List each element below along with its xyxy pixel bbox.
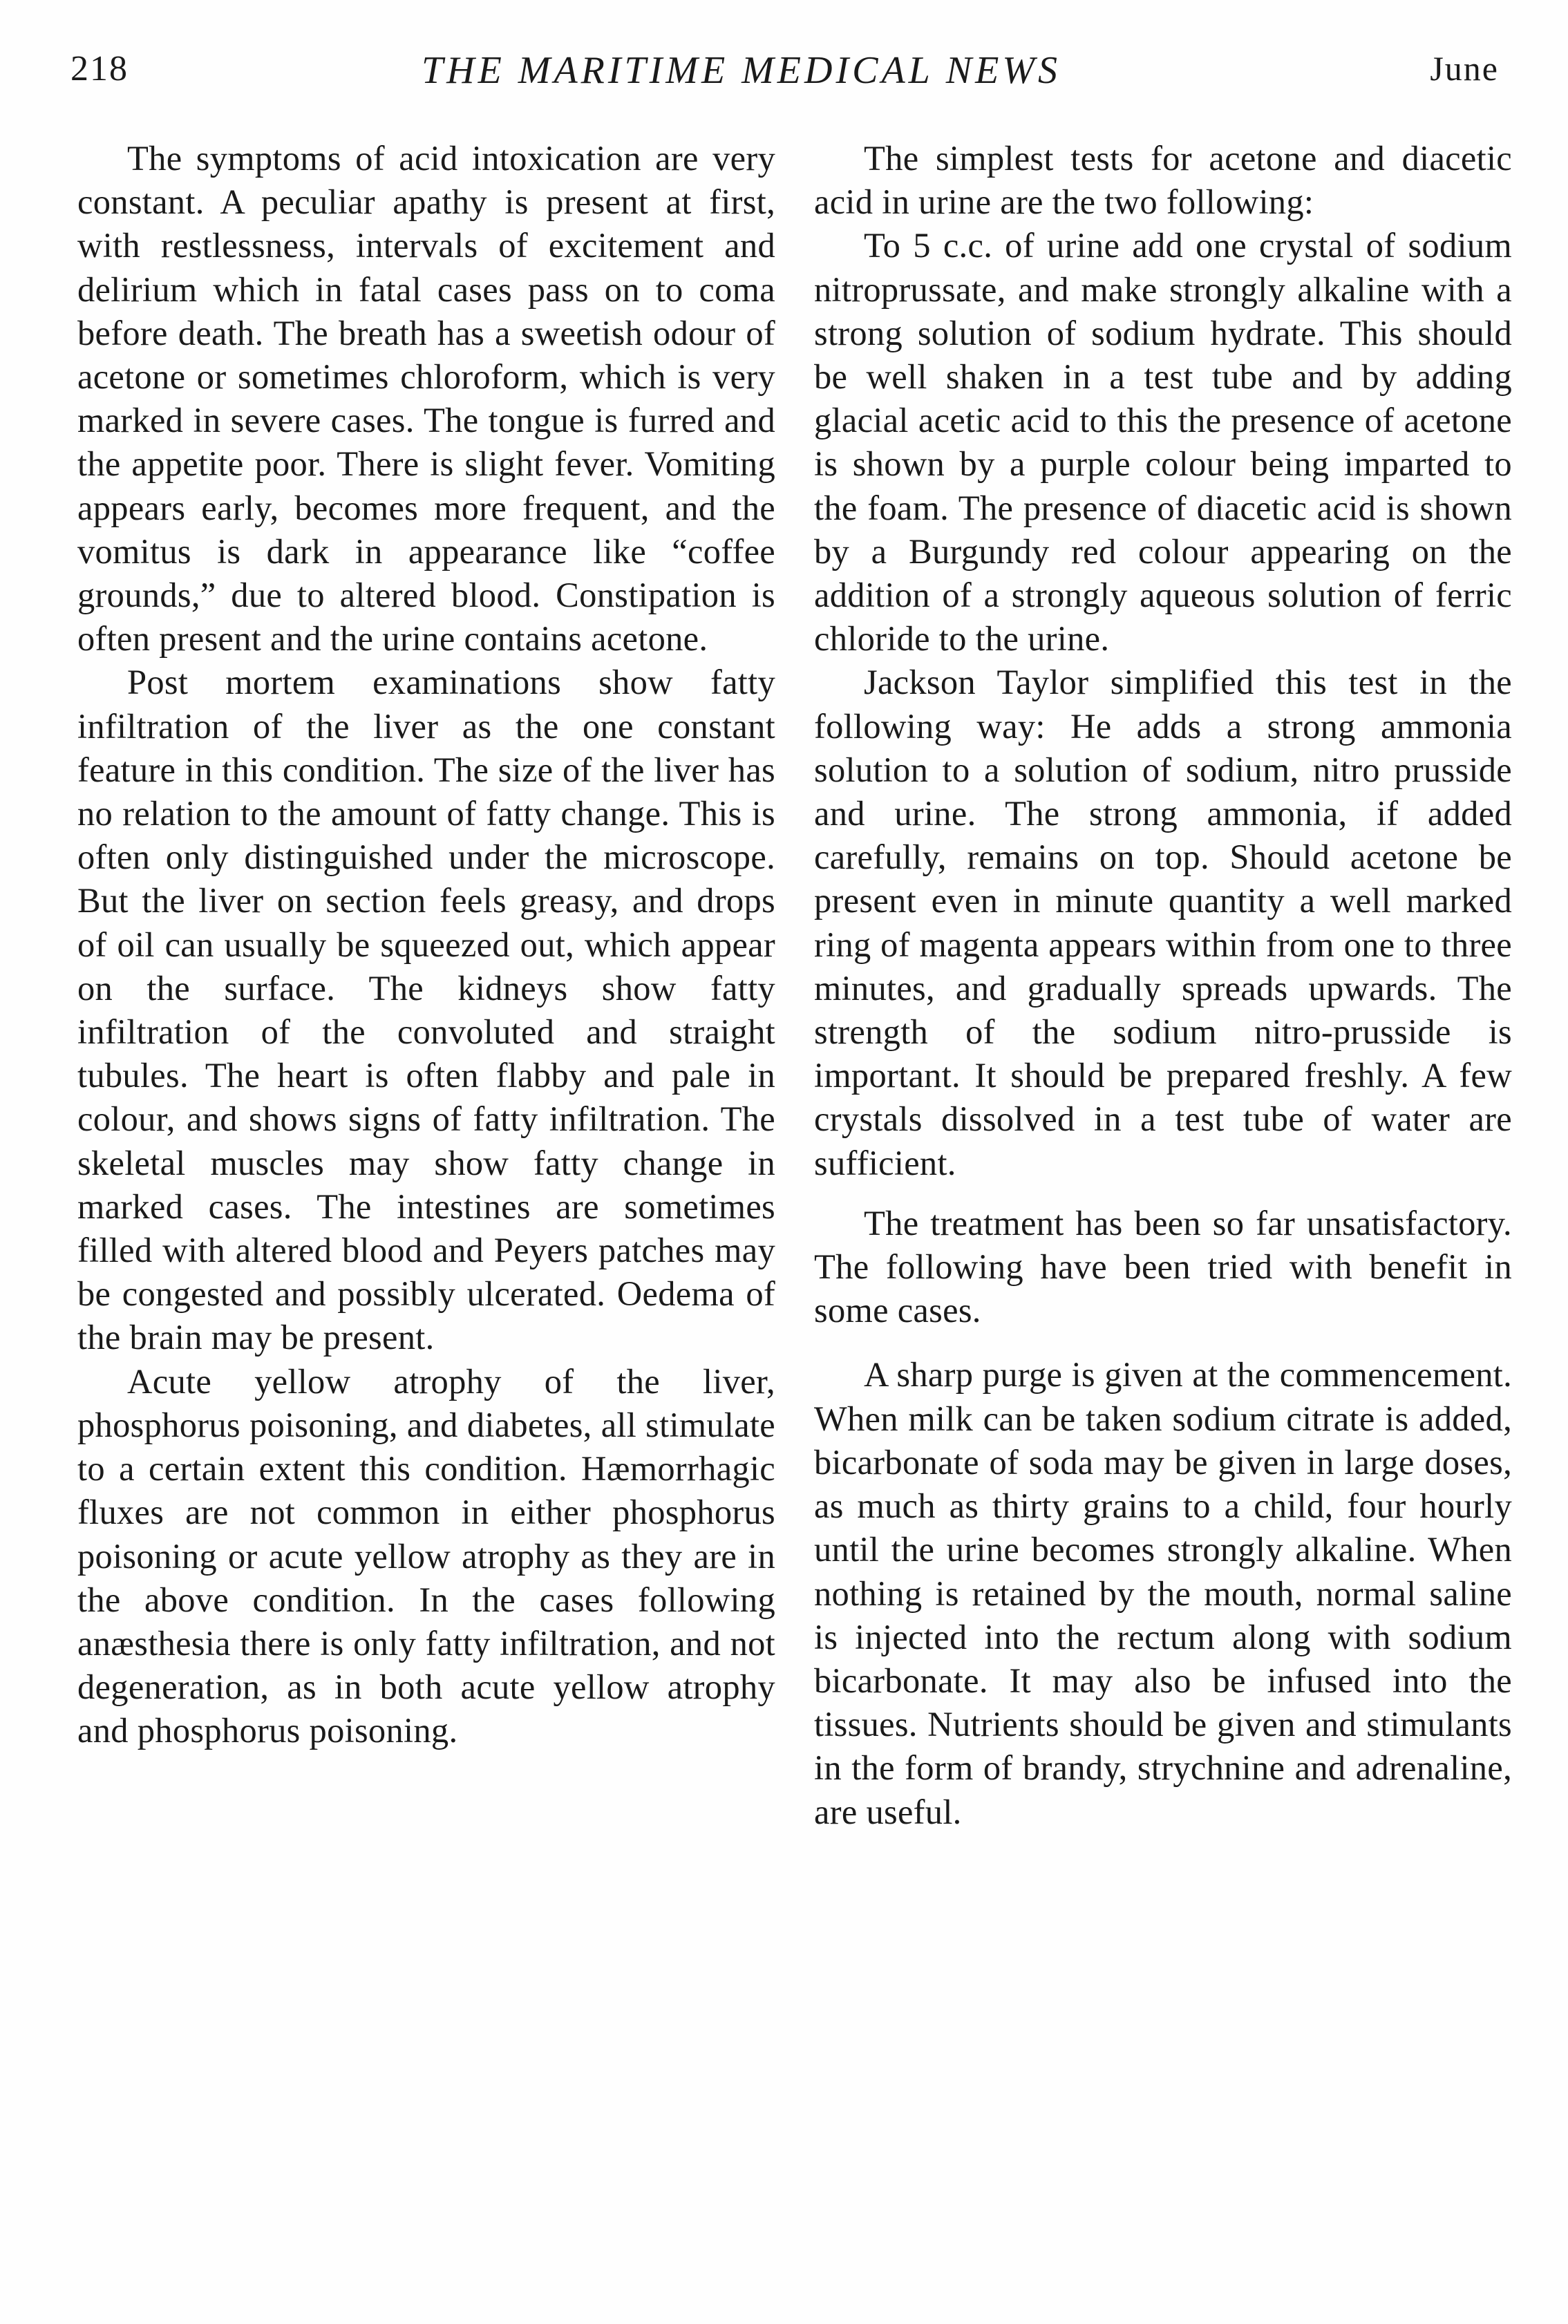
left-column xyxy=(77,137,775,1753)
paragraph-treatment: The treatment has been so far unsatisfactory. The following have been tried with benefit in some cases. xyxy=(814,1203,1512,1330)
paragraph-comparison: Acute yellow atrophy of the liver, phosphorus poisoning, and diabetes, all stimulate to a certain extent this condition. Hæmorrhagic fluxes are not common in either phosphorus poisoning or acute yellow atrophy as they are in the above condition. In the cases following anæsthesia there is only fatty infiltration, and not degeneration, as in both acute yellow atrophy and phosphorus poisoning. xyxy=(77,1361,775,1750)
right-column xyxy=(814,137,1512,1834)
page-number: 218 xyxy=(70,49,129,88)
issue-month: June xyxy=(1430,49,1499,88)
paragraph-tests-intro: The simplest tests for acetone and diacetic acid in urine are the two following: xyxy=(814,139,1512,222)
running-head xyxy=(0,48,1568,111)
journal-title: THE MARITIME MEDICAL NEWS xyxy=(422,49,1061,92)
paragraph-post-mortem: Post mortem examinations show fatty infiltration of the liver as the one constant feature in this condition. The size of the liver has no relation to the amount of fatty change. This is often only distinguished under the microscope. But the liver on section feels greasy, and drops of oil can usually be squeezed out, which appear on the surface. The kidneys show fatty infiltration of the convoluted and straight tubules. The heart is often flabby and pale in colour, and shows signs of fatty infiltration. The skeletal muscles may show fatty change in marked cases. The intestines are sometimes filled with altered blood and Peyers patches may be congested and possibly ulcerated. Oedema of the brain may be present. xyxy=(77,663,775,1357)
paragraph-purge: A sharp purge is given at the commencement. When milk can be taken sodium citrate is added, bicarbonate of soda may be given in large doses, as much as thirty grains to a child, four hourly until the urine becomes strongly alkaline. When nothing is retained by the mouth, normal saline is injected into the rectum along with sodium bicarbonate. It may also be infused into the tissues. Nutrients should be given and stimulants in the form of brandy, strychnine and adrenaline, are useful. xyxy=(814,1355,1512,1831)
paragraph-nitroprussate-test: To 5 c.c. of urine add one crystal of sodium nitroprussate, and make strongly alkaline with a strong solution of sodium hydrate. This should be well shaken in a test tube and by adding glacial acetic acid to this the presence of acetone is shown by a purple colour being imparted to the foam. The presence of diacetic acid is shown by a Burgundy red colour appearing on the addition of a strongly aqueous solution of ferric chloride to the urine. xyxy=(814,226,1512,659)
paragraph-symptoms: The symptoms of acid intoxication are very constant. A peculiar apathy is present at first, with restlessness, intervals of excitement and delirium which in fatal cases pass on to coma before death. The breath has a sweetish odour of acetone or sometimes chloroform, which is very marked in severe cases. The tongue is furred and the appetite poor. There is slight fever. Vomiting appears early, becomes more frequent, and the vomitus is dark in appearance like “coffee grounds,” due to altered blood. Constipation is often present and the urine contains acetone. xyxy=(77,139,775,659)
paragraph-jackson-taylor: Jackson Taylor simplified this test in the following way: He adds a strong ammonia solution to a solution of sodium, nitro prusside and urine. The strong ammonia, if added carefully, remains on top. Should acetone be present even in minute quantity a well marked ring of magenta appears within from one to three minutes, and gradually spreads upwards. The strength of the sodium nitro-prusside is important. It should be prepared freshly. A few crystals dissolved in a test tube of water are sufficient. xyxy=(814,663,1512,1182)
